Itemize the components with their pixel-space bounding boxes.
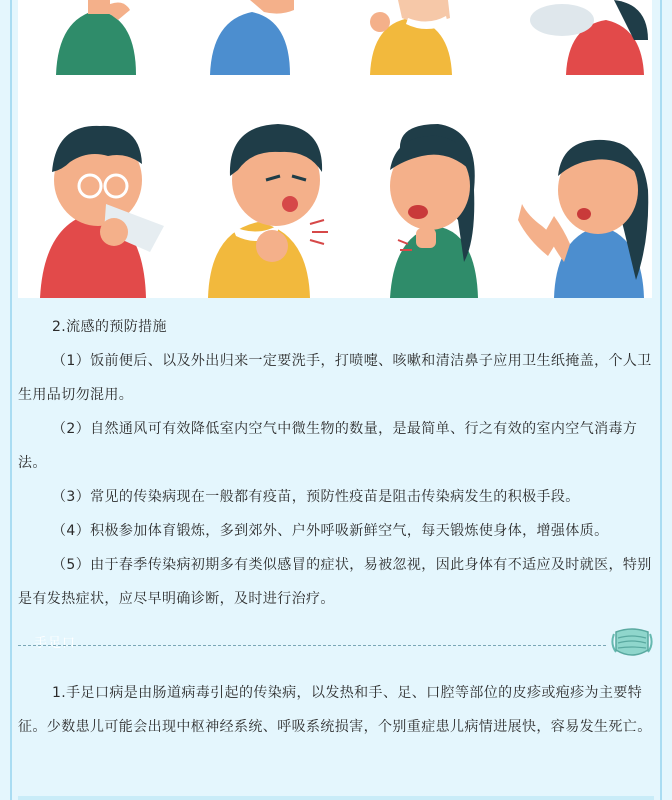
- section-divider: [18, 622, 658, 666]
- measure-3: （3）常见的传染病现在一般都有疫苗，预防性疫苗是阻击传染病发生的积极手段。: [52, 489, 580, 505]
- hfmd-section: [18, 676, 654, 744]
- dashed-line: [18, 645, 606, 646]
- left-frame-border: [10, 0, 12, 800]
- bottom-row-figures: [40, 124, 648, 298]
- divider-label: 手足口: [34, 636, 77, 651]
- section-heading: 2.流感的预防措施: [52, 319, 167, 335]
- measure-1: （1）饭前便后、以及外出归来一定要洗手，打喷嚏、咳嗽和清洁鼻子应用卫生纸掩盖，个人卫生用品切勿混用。: [18, 353, 652, 403]
- prevention-section: [18, 310, 654, 616]
- bottom-strip: [18, 796, 654, 800]
- hfmd-paragraph: 1.手足口病是由肠道病毒引起的传染病，以发热和手、足、口腔等部位的皮疹或疱疹为主要特征。少数患儿可能会出现中枢神经系统、呼吸系统损害，个别重症患儿病情进展快，容易发生死亡。: [18, 685, 652, 735]
- measure-2: （2）自然通风可有效降低室内空气中微生物的数量，是最简单、行之有效的室内空气消毒方法。: [18, 421, 638, 471]
- measure-5: （5）由于春季传染病初期多有类似感冒的症状，易被忽视，因此身体有不适应及时就医，特别是有发热症状，应尽早明确诊断，及时进行治疗。: [18, 557, 652, 607]
- symptom-illustration: [18, 0, 652, 298]
- face-mask-icon: [608, 624, 656, 668]
- measure-4: （4）积极参加体育锻炼，多到郊外、户外呼吸新鲜空气，每天锻炼使身体，增强体质。: [52, 523, 609, 539]
- top-row-figures: [56, 0, 648, 75]
- right-frame-border: [660, 0, 662, 800]
